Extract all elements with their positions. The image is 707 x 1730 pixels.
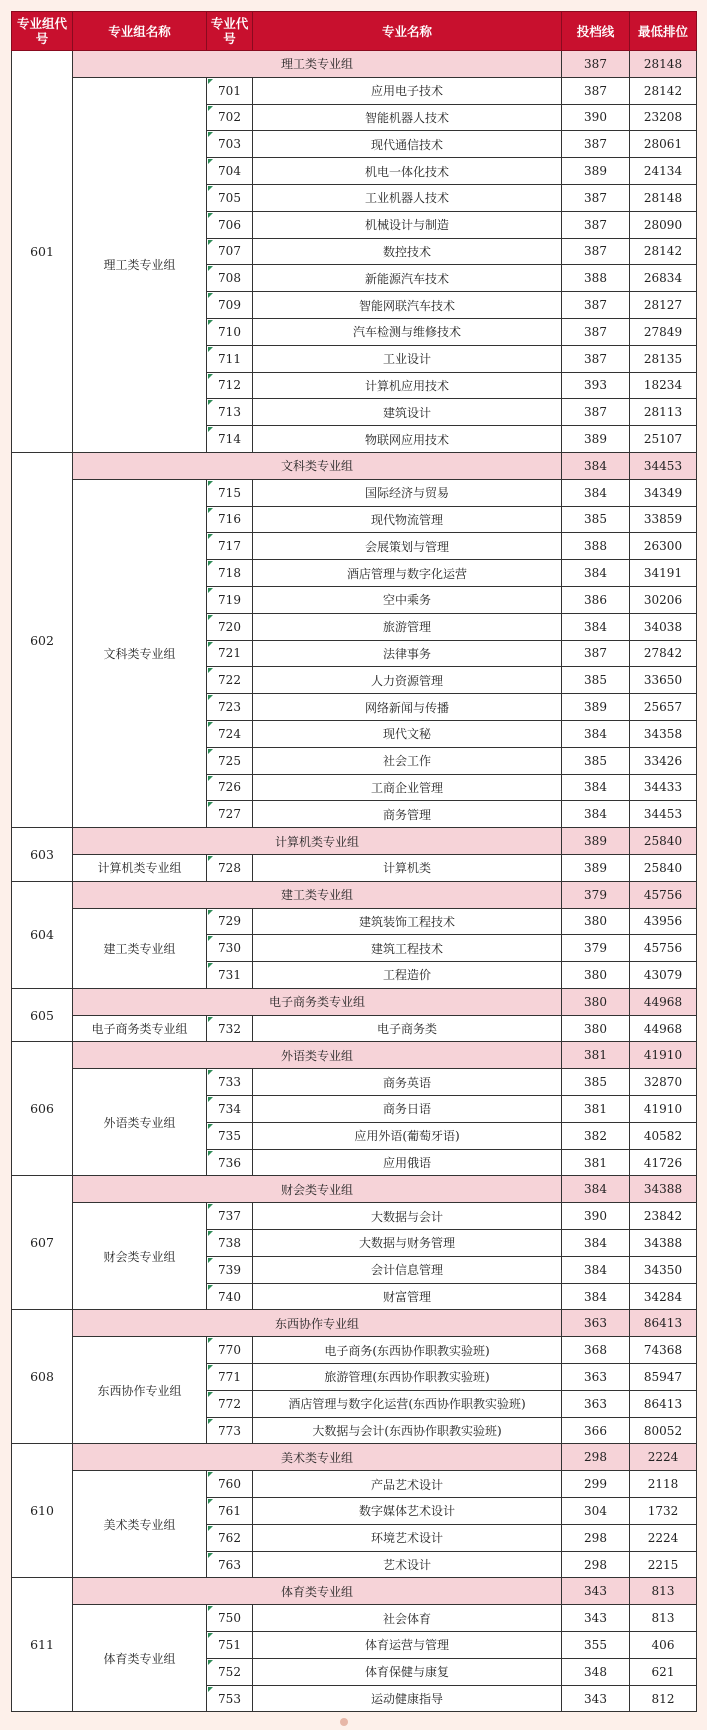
- major-rank: 28135: [630, 345, 697, 372]
- major-score: 384: [562, 1283, 630, 1310]
- major-score: 384: [562, 613, 630, 640]
- major-code: 704: [207, 158, 253, 185]
- major-name: 会计信息管理: [253, 1256, 562, 1283]
- major-rank: 25657: [630, 694, 697, 721]
- group-summary-rank: 45756: [630, 881, 697, 908]
- major-row: [12, 854, 697, 881]
- major-score: 384: [562, 1256, 630, 1283]
- major-name: 国际经济与贸易: [253, 479, 562, 506]
- major-rank: 85947: [630, 1364, 697, 1391]
- group-code: 610: [12, 1444, 73, 1578]
- major-name: 体育运营与管理: [253, 1632, 562, 1659]
- major-name: 人力资源管理: [253, 667, 562, 694]
- major-rank: 30206: [630, 586, 697, 613]
- group-summary-name: 美术类专业组: [73, 1444, 562, 1471]
- major-name: 财富管理: [253, 1283, 562, 1310]
- major-name: 现代物流管理: [253, 506, 562, 533]
- major-code: 738: [207, 1230, 253, 1257]
- major-code: 717: [207, 533, 253, 560]
- major-score: 390: [562, 1203, 630, 1230]
- major-code: 708: [207, 265, 253, 292]
- major-code: 705: [207, 184, 253, 211]
- major-rank: 813: [630, 1605, 697, 1632]
- major-name: 工商企业管理: [253, 774, 562, 801]
- group-code: 606: [12, 1042, 73, 1176]
- group-summary-rank: 25840: [630, 828, 697, 855]
- group-summary-rank: 813: [630, 1578, 697, 1605]
- major-score: 384: [562, 479, 630, 506]
- major-code: 735: [207, 1122, 253, 1149]
- group-summary-row: [12, 1042, 697, 1069]
- major-rank: 25107: [630, 426, 697, 453]
- major-rank: 34453: [630, 801, 697, 828]
- major-rank: 28142: [630, 77, 697, 104]
- major-rank: 44968: [630, 1015, 697, 1042]
- major-code: 707: [207, 238, 253, 265]
- major-rank: 34358: [630, 720, 697, 747]
- major-name: 计算机类: [253, 854, 562, 881]
- major-rank: 1732: [630, 1498, 697, 1525]
- major-rank: 27849: [630, 318, 697, 345]
- major-rank: 812: [630, 1685, 697, 1712]
- group-name: 外语类专业组: [73, 1069, 207, 1176]
- major-code: 770: [207, 1337, 253, 1364]
- major-rank: 621: [630, 1658, 697, 1685]
- group-summary-score: 389: [562, 828, 630, 855]
- major-name: 电子商务(东西协作职教实验班): [253, 1337, 562, 1364]
- major-code: 706: [207, 211, 253, 238]
- major-rank: 2118: [630, 1471, 697, 1498]
- major-code: 711: [207, 345, 253, 372]
- major-score: 387: [562, 345, 630, 372]
- major-score: 368: [562, 1337, 630, 1364]
- group-name: 建工类专业组: [73, 908, 207, 988]
- major-score: 366: [562, 1417, 630, 1444]
- group-summary-rank: 86413: [630, 1310, 697, 1337]
- group-name: 美术类专业组: [73, 1471, 207, 1578]
- major-code: 752: [207, 1658, 253, 1685]
- group-code: 602: [12, 452, 73, 827]
- major-rank: 34284: [630, 1283, 697, 1310]
- major-code: 732: [207, 1015, 253, 1042]
- group-name: 电子商务类专业组: [73, 1015, 207, 1042]
- major-score: 298: [562, 1551, 630, 1578]
- group-summary-score: 343: [562, 1578, 630, 1605]
- group-code: 608: [12, 1310, 73, 1444]
- major-score: 384: [562, 801, 630, 828]
- major-name: 现代通信技术: [253, 131, 562, 158]
- major-name: 工程造价: [253, 962, 562, 989]
- major-score: 299: [562, 1471, 630, 1498]
- major-name: 法律事务: [253, 640, 562, 667]
- group-summary-name: 计算机类专业组: [73, 828, 562, 855]
- major-code: 740: [207, 1283, 253, 1310]
- header-rank: 最低排位: [630, 12, 697, 51]
- major-code: 719: [207, 586, 253, 613]
- major-row: [12, 479, 697, 506]
- major-code: 726: [207, 774, 253, 801]
- major-name: 应用外语(葡萄牙语): [253, 1122, 562, 1149]
- header-score: 投档线: [562, 12, 630, 51]
- major-code: 760: [207, 1471, 253, 1498]
- major-name: 数控技术: [253, 238, 562, 265]
- group-code: 611: [12, 1578, 73, 1712]
- major-score: 388: [562, 265, 630, 292]
- major-code: 715: [207, 479, 253, 506]
- major-row: [12, 1471, 697, 1498]
- major-code: 750: [207, 1605, 253, 1632]
- group-summary-score: 384: [562, 452, 630, 479]
- group-summary-row: [12, 828, 697, 855]
- group-summary-name: 文科类专业组: [73, 452, 562, 479]
- group-name: 体育类专业组: [73, 1605, 207, 1712]
- major-rank: 34388: [630, 1230, 697, 1257]
- major-name: 网络新闻与传播: [253, 694, 562, 721]
- major-rank: 2224: [630, 1524, 697, 1551]
- major-code: 713: [207, 399, 253, 426]
- major-name: 建筑设计: [253, 399, 562, 426]
- group-summary-row: [12, 1578, 697, 1605]
- header-group-code: 专业组代号: [12, 12, 73, 51]
- major-code: 751: [207, 1632, 253, 1659]
- major-code: 702: [207, 104, 253, 131]
- major-code: 772: [207, 1390, 253, 1417]
- group-summary-score: 387: [562, 51, 630, 78]
- major-code: 724: [207, 720, 253, 747]
- major-name: 计算机应用技术: [253, 372, 562, 399]
- major-name: 大数据与财务管理: [253, 1230, 562, 1257]
- major-name: 应用电子技术: [253, 77, 562, 104]
- header-group-name: 专业组名称: [73, 12, 207, 51]
- major-name: 智能网联汽车技术: [253, 292, 562, 319]
- major-name: 汽车检测与维修技术: [253, 318, 562, 345]
- group-code: 604: [12, 881, 73, 988]
- major-score: 389: [562, 426, 630, 453]
- major-code: 723: [207, 694, 253, 721]
- major-score: 304: [562, 1498, 630, 1525]
- major-name: 产品艺术设计: [253, 1471, 562, 1498]
- major-score: 389: [562, 694, 630, 721]
- major-score: 379: [562, 935, 630, 962]
- group-code: 605: [12, 988, 73, 1042]
- major-rank: 43956: [630, 908, 697, 935]
- group-summary-name: 财会类专业组: [73, 1176, 562, 1203]
- major-code: 730: [207, 935, 253, 962]
- major-rank: 34349: [630, 479, 697, 506]
- major-rank: 28148: [630, 184, 697, 211]
- major-name: 旅游管理(东西协作职教实验班): [253, 1364, 562, 1391]
- major-name: 数字媒体艺术设计: [253, 1498, 562, 1525]
- major-code: 731: [207, 962, 253, 989]
- major-rank: 27842: [630, 640, 697, 667]
- group-summary-score: 380: [562, 988, 630, 1015]
- major-code: 725: [207, 747, 253, 774]
- group-summary-name: 体育类专业组: [73, 1578, 562, 1605]
- major-score: 382: [562, 1122, 630, 1149]
- major-name: 电子商务类: [253, 1015, 562, 1042]
- major-name: 建筑工程技术: [253, 935, 562, 962]
- group-summary-rank: 28148: [630, 51, 697, 78]
- major-rank: 28142: [630, 238, 697, 265]
- header-major-name: 专业名称: [253, 12, 562, 51]
- major-code: 728: [207, 854, 253, 881]
- major-name: 商务管理: [253, 801, 562, 828]
- major-code: 762: [207, 1524, 253, 1551]
- major-score: 387: [562, 292, 630, 319]
- major-score: 387: [562, 131, 630, 158]
- major-score: 384: [562, 560, 630, 587]
- group-summary-name: 电子商务类专业组: [73, 988, 562, 1015]
- major-name: 物联网应用技术: [253, 426, 562, 453]
- major-score: 385: [562, 506, 630, 533]
- major-name: 机电一体化技术: [253, 158, 562, 185]
- major-score: 388: [562, 533, 630, 560]
- major-score: 380: [562, 1015, 630, 1042]
- major-rank: 28127: [630, 292, 697, 319]
- major-score: 380: [562, 908, 630, 935]
- major-score: 393: [562, 372, 630, 399]
- major-score: 380: [562, 962, 630, 989]
- group-summary-score: 363: [562, 1310, 630, 1337]
- major-score: 384: [562, 720, 630, 747]
- table-body: [12, 51, 697, 1712]
- major-row: [12, 77, 697, 104]
- major-name: 大数据与会计: [253, 1203, 562, 1230]
- major-rank: 34350: [630, 1256, 697, 1283]
- major-rank: 25840: [630, 854, 697, 881]
- major-name: 工业机器人技术: [253, 184, 562, 211]
- major-rank: 34191: [630, 560, 697, 587]
- group-summary-row: [12, 1310, 697, 1337]
- major-score: 343: [562, 1605, 630, 1632]
- major-score: 386: [562, 586, 630, 613]
- group-summary-row: [12, 881, 697, 908]
- major-rank: 28113: [630, 399, 697, 426]
- major-rank: 45756: [630, 935, 697, 962]
- major-name: 酒店管理与数字化运营(东西协作职教实验班): [253, 1390, 562, 1417]
- major-row: [12, 1069, 697, 1096]
- major-rank: 23208: [630, 104, 697, 131]
- group-name: 理工类专业组: [73, 77, 207, 452]
- major-score: 387: [562, 238, 630, 265]
- group-name: 东西协作专业组: [73, 1337, 207, 1444]
- major-score: 348: [562, 1658, 630, 1685]
- admission-table-container: [11, 11, 696, 1712]
- major-score: 385: [562, 667, 630, 694]
- footer-dot: [340, 1718, 348, 1726]
- major-code: 710: [207, 318, 253, 345]
- group-summary-rank: 34388: [630, 1176, 697, 1203]
- major-name: 会展策划与管理: [253, 533, 562, 560]
- major-rank: 43079: [630, 962, 697, 989]
- major-rank: 32870: [630, 1069, 697, 1096]
- major-rank: 24134: [630, 158, 697, 185]
- major-code: 709: [207, 292, 253, 319]
- major-name: 体育保健与康复: [253, 1658, 562, 1685]
- major-rank: 33426: [630, 747, 697, 774]
- major-name: 建筑装饰工程技术: [253, 908, 562, 935]
- group-summary-row: [12, 51, 697, 78]
- major-code: 734: [207, 1096, 253, 1123]
- major-row: [12, 1015, 697, 1042]
- major-score: 385: [562, 747, 630, 774]
- major-rank: 33859: [630, 506, 697, 533]
- major-row: [12, 1203, 697, 1230]
- major-rank: 41726: [630, 1149, 697, 1176]
- major-name: 商务日语: [253, 1096, 562, 1123]
- group-summary-row: [12, 1444, 697, 1471]
- group-summary-name: 外语类专业组: [73, 1042, 562, 1069]
- major-score: 387: [562, 211, 630, 238]
- major-rank: 18234: [630, 372, 697, 399]
- major-score: 363: [562, 1390, 630, 1417]
- major-name: 现代文秘: [253, 720, 562, 747]
- group-summary-score: 379: [562, 881, 630, 908]
- major-score: 389: [562, 854, 630, 881]
- group-summary-rank: 41910: [630, 1042, 697, 1069]
- major-rank: 74368: [630, 1337, 697, 1364]
- major-code: 761: [207, 1498, 253, 1525]
- major-score: 389: [562, 158, 630, 185]
- major-code: 739: [207, 1256, 253, 1283]
- major-name: 艺术设计: [253, 1551, 562, 1578]
- group-code: 601: [12, 51, 73, 453]
- major-name: 环境艺术设计: [253, 1524, 562, 1551]
- group-summary-name: 东西协作专业组: [73, 1310, 562, 1337]
- major-name: 酒店管理与数字化运营: [253, 560, 562, 587]
- major-code: 714: [207, 426, 253, 453]
- group-name: 财会类专业组: [73, 1203, 207, 1310]
- group-summary-name: 理工类专业组: [73, 51, 562, 78]
- major-code: 718: [207, 560, 253, 587]
- major-rank: 28061: [630, 131, 697, 158]
- major-rank: 33650: [630, 667, 697, 694]
- major-rank: 26300: [630, 533, 697, 560]
- major-score: 381: [562, 1096, 630, 1123]
- major-name: 空中乘务: [253, 586, 562, 613]
- major-name: 机械设计与制造: [253, 211, 562, 238]
- major-code: 722: [207, 667, 253, 694]
- group-summary-rank: 44968: [630, 988, 697, 1015]
- major-rank: 2215: [630, 1551, 697, 1578]
- group-summary-score: 381: [562, 1042, 630, 1069]
- major-score: 390: [562, 104, 630, 131]
- major-score: 387: [562, 77, 630, 104]
- major-name: 大数据与会计(东西协作职教实验班): [253, 1417, 562, 1444]
- major-name: 新能源汽车技术: [253, 265, 562, 292]
- major-code: 737: [207, 1203, 253, 1230]
- major-score: 381: [562, 1149, 630, 1176]
- group-summary-rank: 34453: [630, 452, 697, 479]
- major-name: 运动健康指导: [253, 1685, 562, 1712]
- group-summary-row: [12, 1176, 697, 1203]
- major-score: 387: [562, 184, 630, 211]
- group-code: 603: [12, 828, 73, 882]
- major-row: [12, 1605, 697, 1632]
- major-code: 729: [207, 908, 253, 935]
- group-name: 文科类专业组: [73, 479, 207, 827]
- group-summary-score: 298: [562, 1444, 630, 1471]
- major-name: 社会工作: [253, 747, 562, 774]
- major-code: 736: [207, 1149, 253, 1176]
- major-code: 753: [207, 1685, 253, 1712]
- major-rank: 26834: [630, 265, 697, 292]
- major-code: 763: [207, 1551, 253, 1578]
- major-score: 384: [562, 1230, 630, 1257]
- group-summary-row: [12, 988, 697, 1015]
- major-code: 727: [207, 801, 253, 828]
- major-code: 733: [207, 1069, 253, 1096]
- major-code: 701: [207, 77, 253, 104]
- major-rank: 86413: [630, 1390, 697, 1417]
- header-row: [12, 12, 697, 51]
- major-name: 旅游管理: [253, 613, 562, 640]
- major-rank: 34038: [630, 613, 697, 640]
- major-score: 298: [562, 1524, 630, 1551]
- major-name: 社会体育: [253, 1605, 562, 1632]
- major-row: [12, 1337, 697, 1364]
- major-code: 720: [207, 613, 253, 640]
- group-summary-score: 384: [562, 1176, 630, 1203]
- major-rank: 80052: [630, 1417, 697, 1444]
- major-score: 343: [562, 1685, 630, 1712]
- group-summary-rank: 2224: [630, 1444, 697, 1471]
- major-code: 771: [207, 1364, 253, 1391]
- major-rank: 23842: [630, 1203, 697, 1230]
- major-code: 703: [207, 131, 253, 158]
- major-rank: 28090: [630, 211, 697, 238]
- major-score: 387: [562, 399, 630, 426]
- group-summary-row: [12, 452, 697, 479]
- group-code: 607: [12, 1176, 73, 1310]
- major-name: 应用俄语: [253, 1149, 562, 1176]
- group-name: 计算机类专业组: [73, 854, 207, 881]
- major-score: 385: [562, 1069, 630, 1096]
- major-rank: 40582: [630, 1122, 697, 1149]
- major-row: [12, 908, 697, 935]
- table-header: [12, 12, 697, 51]
- major-name: 智能机器人技术: [253, 104, 562, 131]
- major-code: 712: [207, 372, 253, 399]
- major-rank: 34433: [630, 774, 697, 801]
- major-name: 商务英语: [253, 1069, 562, 1096]
- major-code: 716: [207, 506, 253, 533]
- major-code: 721: [207, 640, 253, 667]
- group-summary-name: 建工类专业组: [73, 881, 562, 908]
- header-major-code: 专业代号: [207, 12, 253, 51]
- major-score: 387: [562, 318, 630, 345]
- major-score: 387: [562, 640, 630, 667]
- major-name: 工业设计: [253, 345, 562, 372]
- admission-score-table: [11, 11, 697, 1712]
- major-code: 773: [207, 1417, 253, 1444]
- major-score: 384: [562, 774, 630, 801]
- major-score: 363: [562, 1364, 630, 1391]
- major-rank: 406: [630, 1632, 697, 1659]
- major-rank: 41910: [630, 1096, 697, 1123]
- major-score: 355: [562, 1632, 630, 1659]
